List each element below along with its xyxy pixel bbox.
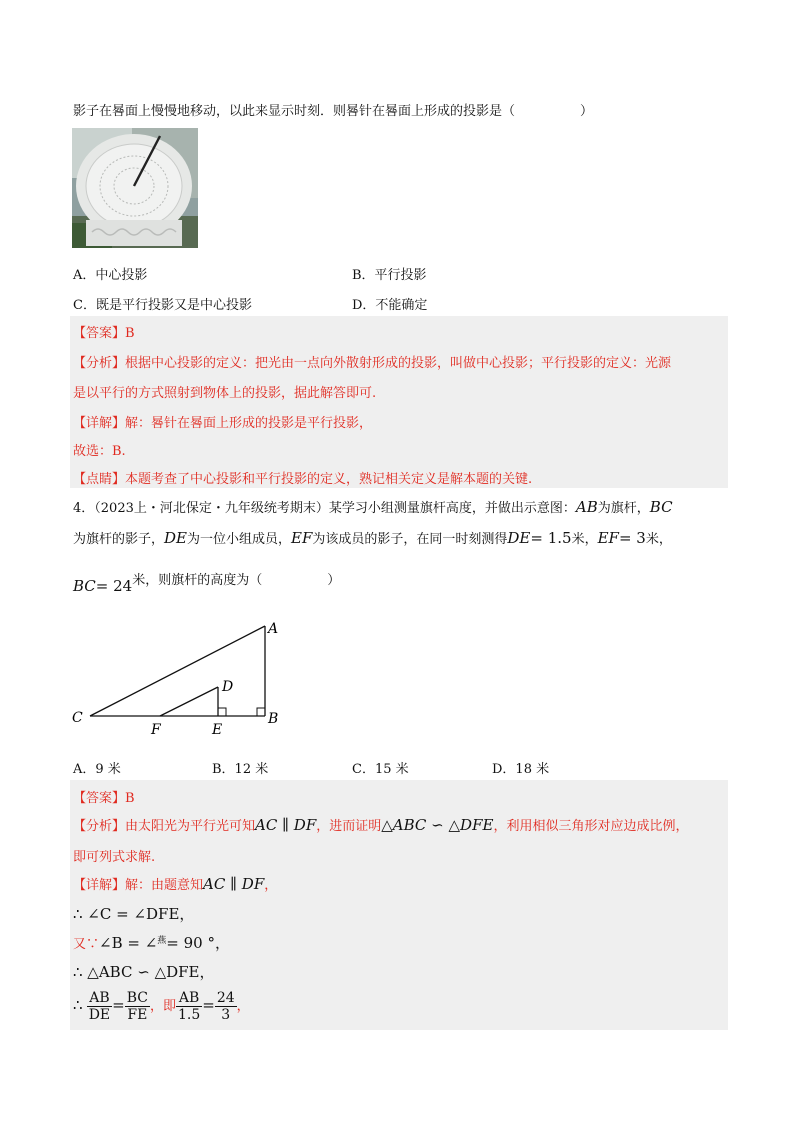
- q4-step1: ∴ ∠C = ∠DFE，: [73, 905, 195, 923]
- fraction-ab-1-5: [176, 990, 202, 1023]
- q4-option-c: C．15 米: [352, 762, 409, 777]
- q4-unit-m2: 米，: [645, 532, 672, 547]
- q4-step3: ∴ △ABC ∽ △DFE，: [73, 963, 215, 981]
- q4-unit-m1: 米，: [571, 532, 598, 547]
- q4-bc-val: = 24: [95, 577, 133, 595]
- q4-step4-prefix: ∴: [73, 996, 83, 1014]
- q4-detail-p1: 解：由题意知: [125, 878, 204, 893]
- q3-option-c: C．既是平行投影又是中心投影: [73, 298, 252, 313]
- q4-bc: BC: [649, 498, 673, 516]
- q4-step2-a: 又∵: [73, 937, 100, 952]
- q4-step4-mid: ，即: [149, 999, 176, 1014]
- frac4-den: 3: [221, 1007, 231, 1023]
- q4-step4-end: ，: [236, 999, 250, 1014]
- frac1-num: AB: [87, 990, 112, 1007]
- q4-stem-p5: 为该成员的影子，在同一时刻测得: [312, 532, 508, 547]
- q4-stem-p4: 为一位小组成员，: [187, 532, 292, 547]
- q4-de-val: = 1.5: [530, 529, 572, 547]
- q3-option-d: D．不能确定: [352, 298, 428, 313]
- q4-de-eq: DE: [507, 529, 531, 547]
- fraction-24-3: [215, 990, 237, 1023]
- q3-comment: [73, 468, 532, 487]
- q4-stem-p2: 为旗杆，: [597, 501, 650, 516]
- label-f: F: [151, 722, 161, 738]
- q4-detail-tag: 【详解】: [73, 878, 126, 893]
- q4-de: DE: [164, 529, 187, 547]
- q4-option-b: B．12 米: [212, 762, 269, 777]
- q3-detail-line2: 故选：B.: [73, 444, 126, 459]
- frac2-num: BC: [126, 990, 148, 1006]
- frac4-num: 24: [216, 990, 235, 1006]
- q4-answer: 【答案】B: [73, 791, 135, 806]
- label-b: B: [268, 711, 279, 727]
- frac3-den: 1.5: [178, 1007, 201, 1023]
- q3-detail-text: 解：晷针在晷面上形成的投影是平行投影，: [125, 416, 373, 431]
- q3-stem: 影子在晷面上慢慢地移动，以此来显示时刻．则晷针在晷面上形成的投影是（ ）: [73, 104, 594, 119]
- q3-option-b: B．平行投影: [352, 268, 427, 283]
- line-ca: [90, 626, 265, 716]
- right-angle-b: [257, 708, 265, 716]
- triangle-figure: [60, 615, 300, 740]
- frac3-num: AB: [176, 990, 202, 1007]
- sundial-photo: [72, 128, 198, 248]
- frac1-den: DE: [88, 1007, 111, 1023]
- right-angle-e: [218, 708, 226, 716]
- label-a: A: [268, 621, 279, 637]
- q4-step4: [73, 990, 250, 1023]
- q4-option-d: D．18 米: [492, 762, 550, 777]
- q4-analysis-p1: 由太阳光为平行光可知: [125, 819, 256, 834]
- frac2-den: FE: [127, 1007, 148, 1023]
- q3-analysis-text: 根据中心投影的定义：把光由一点向外散射形成的投影，叫做中心投影；平行投影的定义：光源: [125, 356, 672, 371]
- q4-step2-small: 燕: [157, 936, 167, 946]
- q3-solution-block: [70, 316, 728, 488]
- q4-stem-line3: [73, 573, 341, 595]
- label-e: E: [212, 722, 223, 738]
- q4-stem-end: 米，则旗杆的高度为（ ）: [132, 573, 341, 588]
- q4-detail-line1: [73, 874, 277, 893]
- q4-stem-p3: 为旗杆的影子，: [73, 532, 165, 547]
- q4-source: （2023上・河北保定・九年级统考期末）: [94, 501, 329, 516]
- q4-stem-p1: 某学习小组测量旗杆高度，并做出示意图：: [328, 501, 576, 516]
- q3-analysis-line2: 是以平行的方式照射到物体上的投影，据此解答即可.: [73, 386, 377, 401]
- q4-step2-b: ∠B = ∠: [99, 934, 158, 952]
- q4-bc-eq: BC: [73, 577, 96, 595]
- q4-analysis-m2: △ABC ∽ △DFE: [381, 816, 494, 834]
- q4-analysis-tag: 【分析】: [73, 819, 126, 834]
- q4-stem-line2: [73, 528, 672, 547]
- label-c: C: [72, 710, 83, 726]
- q4-detail-m1: AC ∥ DF: [203, 875, 265, 893]
- q3-detail-line1: [73, 412, 372, 431]
- equals-2: =: [202, 996, 215, 1014]
- q3-option-a: A．中心投影: [73, 268, 148, 283]
- q4-analysis-line1: [73, 815, 688, 834]
- label-d: D: [222, 679, 234, 695]
- q4-analysis-p3: ，利用相似三角形对应边成比例，: [493, 819, 689, 834]
- line-fd: [160, 687, 218, 716]
- q4-detail-p1-end: ，: [264, 878, 278, 893]
- q4-ef: EF: [291, 529, 313, 547]
- q4-step2: [73, 932, 230, 953]
- q4-ef-eq: EF: [597, 529, 619, 547]
- q4-option-a: A．9 米: [73, 762, 121, 777]
- q4-analysis-m1: AC ∥ DF: [255, 816, 317, 834]
- q3-answer: 【答案】B: [73, 326, 135, 341]
- q3-analysis-tag: 【分析】: [73, 356, 126, 371]
- q4-analysis-line2: 即可列式求解.: [73, 850, 156, 865]
- q3-comment-tag: 【点睛】: [73, 472, 126, 487]
- fraction-ab-de: [87, 990, 112, 1023]
- q4-number: 4．: [73, 501, 95, 516]
- q4-stem-line1: [73, 497, 673, 516]
- q3-comment-text: 本题考查了中心投影和平行投影的定义，熟记相关定义是解本题的关键.: [125, 472, 533, 487]
- q3-analysis-line1: [73, 352, 671, 371]
- q4-ef-val: = 3: [618, 529, 646, 547]
- q4-step2-c: = 90 °，: [166, 934, 230, 952]
- fraction-bc-fe: [125, 990, 150, 1023]
- q3-detail-tag: 【详解】: [73, 416, 126, 431]
- q4-analysis-p2: ，进而证明: [316, 819, 382, 834]
- equals-1: =: [112, 996, 125, 1014]
- q4-ab: AB: [575, 498, 598, 516]
